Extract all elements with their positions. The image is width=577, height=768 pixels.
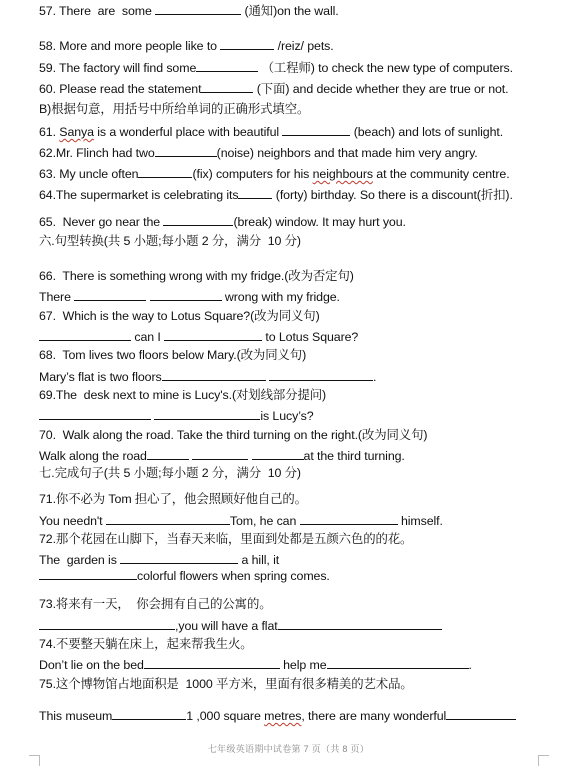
- question-73: 73.将来有一天， 你会拥有自己的公寓的。: [39, 597, 272, 611]
- question-71: 71.你不必为 Tom 担心了，他会照顾好他自己的。: [39, 492, 307, 506]
- question-58: 58. More and more people like to /reiz/ pets.: [39, 39, 334, 53]
- page-footer: 七年级英语期中试卷第 7 页（共 8 页）: [207, 744, 370, 754]
- question-64: 64.The supermarket is celebrating its (forty) birthday. So there is a discount(折扣).: [39, 188, 513, 202]
- corner-mark-left: [29, 755, 40, 766]
- question-60: 60. Please read the statement (下面) and decide whether they are true or not.: [39, 82, 509, 96]
- question-70: 70. Walk along the road. Take the third turning on the right.(改为同义句): [39, 428, 428, 442]
- question-74-answer: Don’t lie on the bed help me .: [39, 658, 472, 672]
- corner-mark-right: [538, 755, 549, 766]
- question-72-answer-1: The garden is a hill, it: [39, 553, 280, 567]
- question-68: 68. Tom lives two floors below Mary.(改为同义句): [39, 348, 307, 362]
- section-7-heading: 七.完成句子(共 5 小题;每小题 2 分，满分 10 分): [39, 466, 301, 480]
- question-57: 57. There are some (通知)on the wall.: [39, 4, 339, 18]
- question-72-answer-2: colorful flowers when spring comes.: [39, 568, 330, 584]
- question-74: 74.不要整天躺在床上，起来帮我生火。: [39, 637, 253, 651]
- question-70-answer: Walk along the road at the third turning.: [39, 449, 405, 463]
- question-67: 67. Which is the way to Lotus Square?(改为同义句): [39, 309, 320, 323]
- question-72: 72.那个花园在山脚下，当春天来临，里面到处都是五颜六色的的花。: [39, 532, 413, 546]
- question-75: 75.这个博物馆占地面积是 1000 平方米，里面有很多精美的艺术品。: [39, 677, 413, 691]
- question-71-answer: You needn't Tom, he can himself.: [39, 514, 443, 528]
- section-6-heading: 六.句型转换(共 5 小题;每小题 2 分，满分 10 分): [39, 234, 301, 248]
- question-67-answer: can I to Lotus Square?: [39, 329, 358, 345]
- question-73-answer: ,you will have a flat: [39, 618, 442, 634]
- question-65: 65. Never go near the (break) window. It may hurt you.: [39, 215, 406, 229]
- question-69: 69.The desk next to mine is Lucy's.(对划线部分提问): [39, 388, 327, 402]
- question-62: 62.Mr. Flinch had two (noise) neighbors and that made him very angry.: [39, 146, 478, 160]
- question-63: 63. My uncle often (fix) computers for his neighbours at the community centre.: [39, 167, 510, 181]
- question-61: 61. Sanya is a wonderful place with beautiful (beach) and lots of sunlight.: [39, 125, 504, 139]
- question-69-answer: is Lucy’s?: [39, 408, 314, 424]
- question-66: 66. There is something wrong with my fridge.(改为否定句): [39, 269, 354, 283]
- section-b-heading: B)根据句意，用括号中所给单词的正确形式填空。: [39, 102, 310, 116]
- question-75-answer: This museum 1 ,000 square metres, there are many wonderful: [39, 708, 516, 724]
- question-68-answer: Mary’s flat is two floors .: [39, 370, 377, 384]
- question-66-answer: There wrong with my fridge.: [39, 290, 340, 304]
- question-59: 59. The factory will find some （工程师) to check the new type of computers.: [39, 61, 513, 75]
